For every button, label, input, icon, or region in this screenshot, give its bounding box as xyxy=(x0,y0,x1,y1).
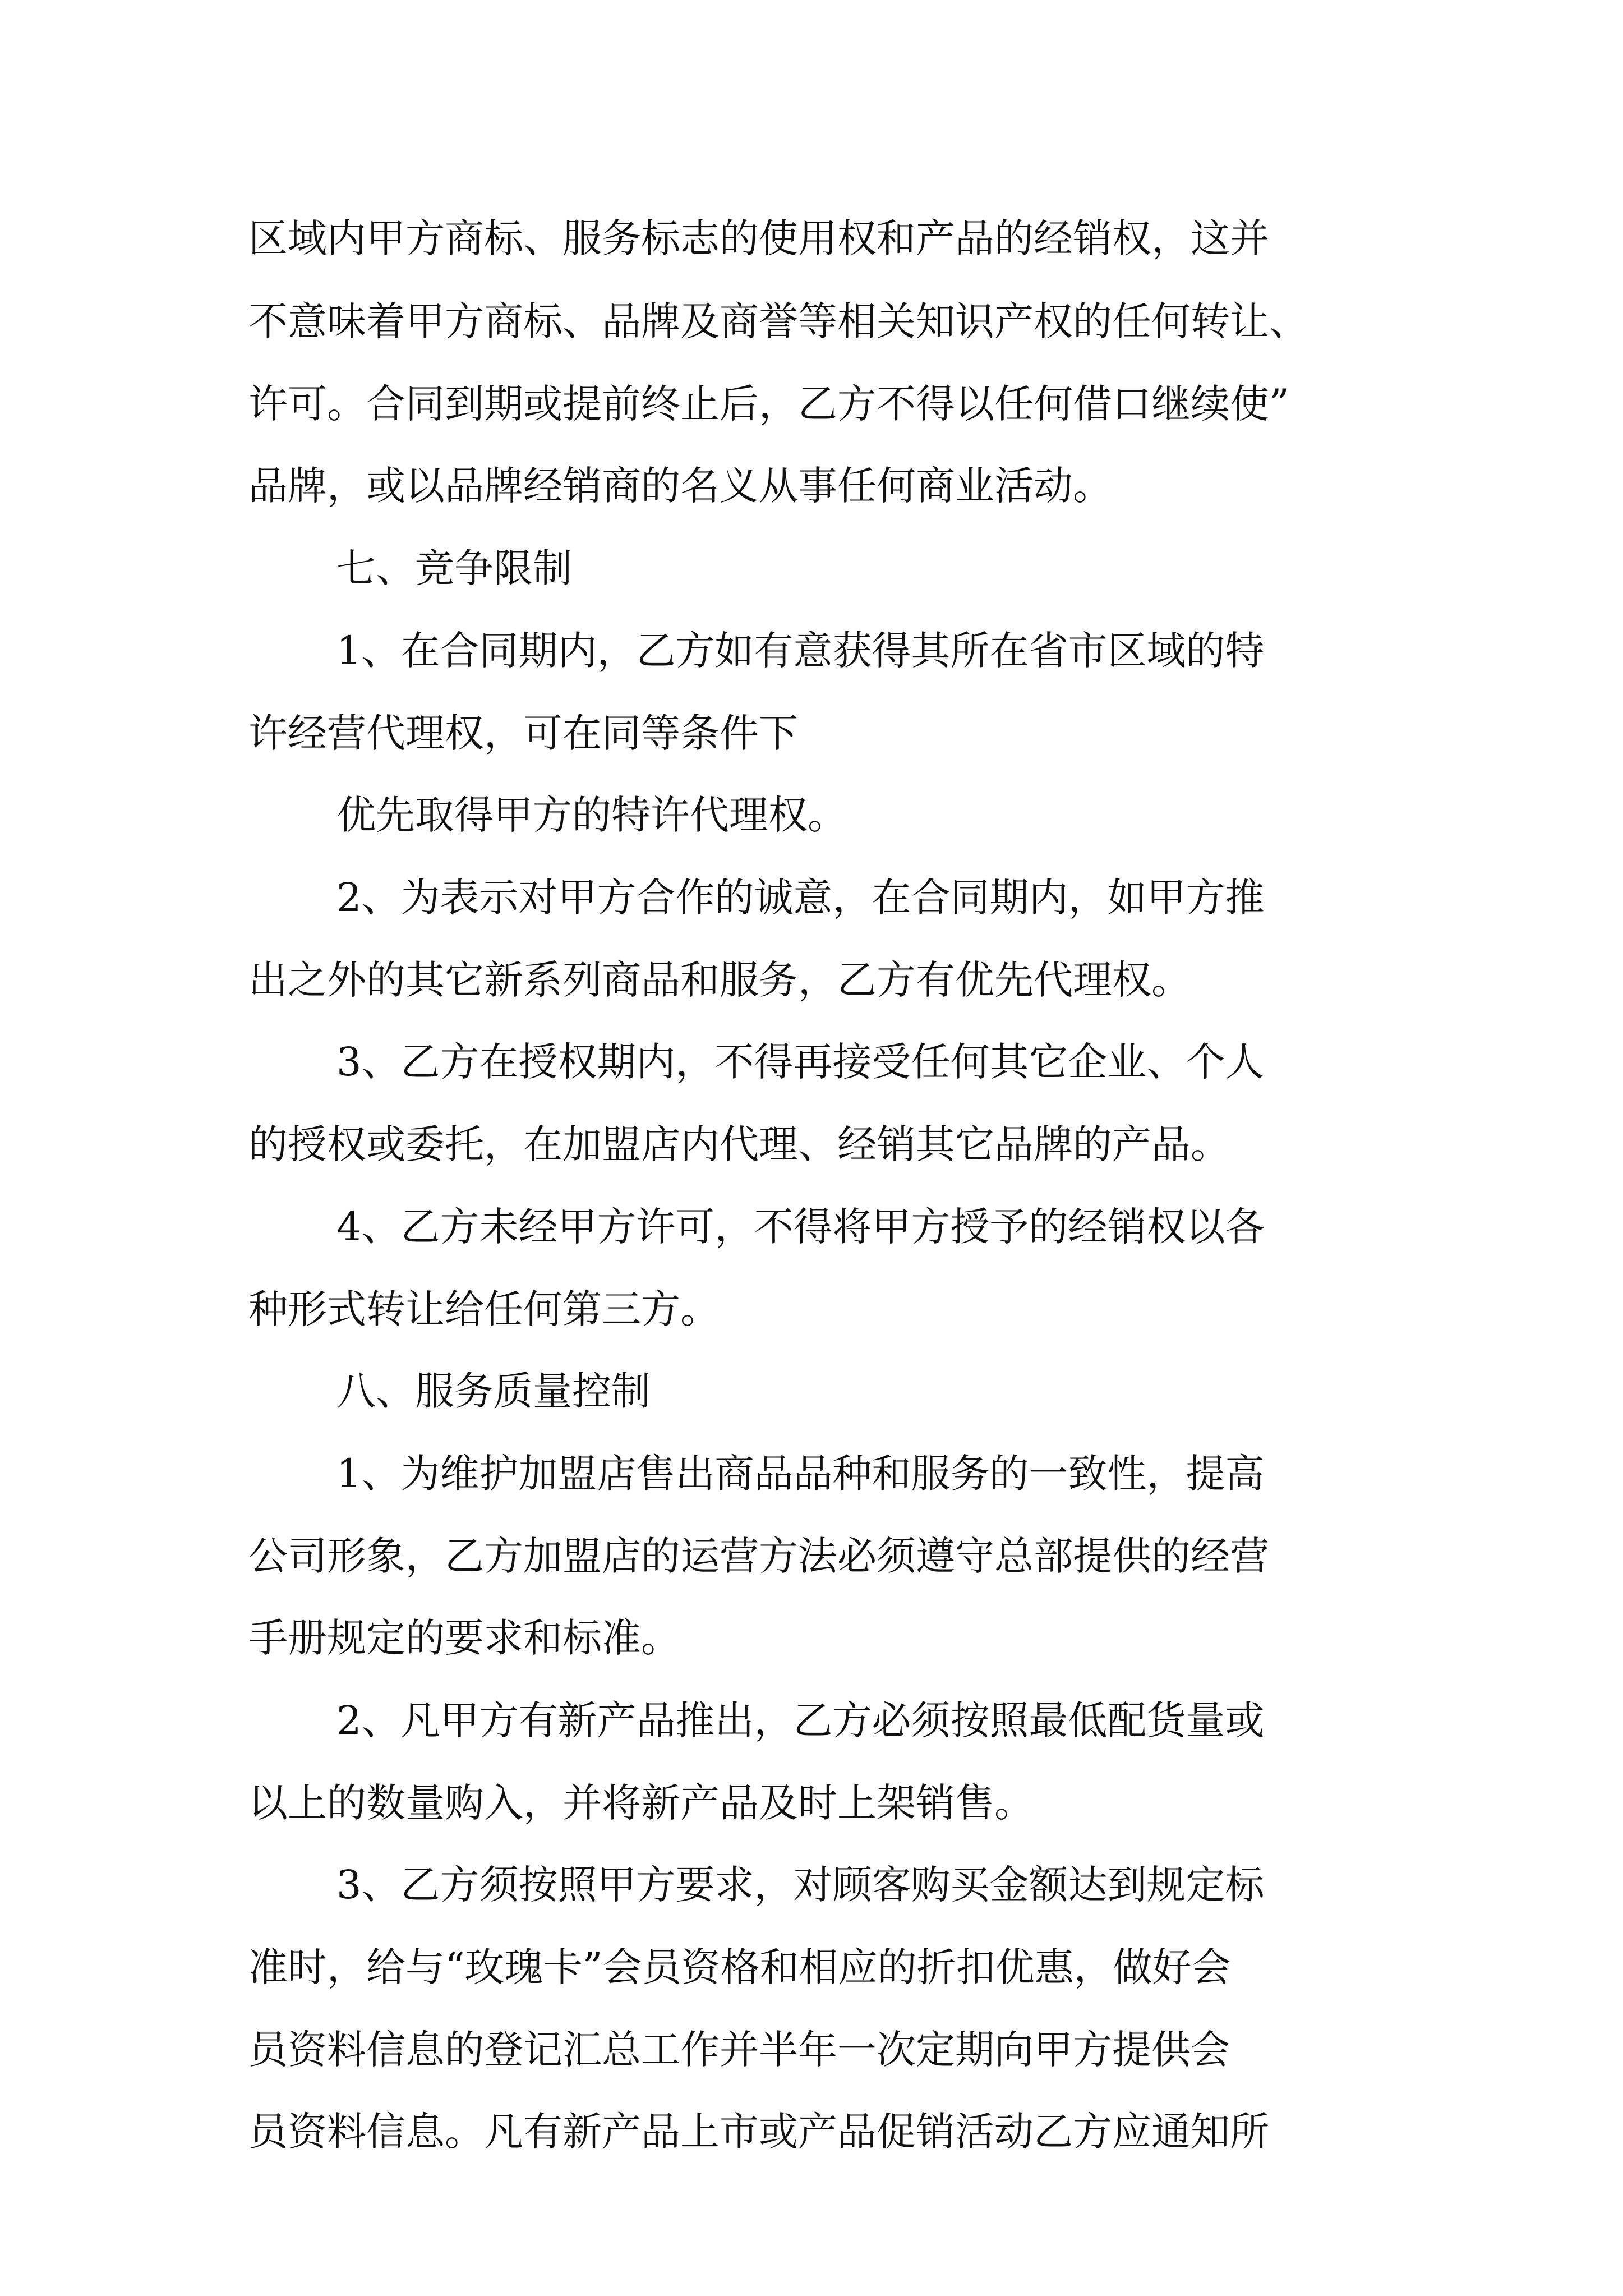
text-line: 许可。合同到期或提前终止后，乙方不得以任何借口继续使” xyxy=(248,381,1289,427)
text-line: 以上的数量购入，并将新产品及时上架销售。 xyxy=(248,1780,1034,1826)
text-line: 1、为维护加盟店售出商品品种和服务的一致性，提高 xyxy=(336,1451,1265,1497)
text-line: 3、乙方在授权期内，不得再接受任何其它企业、个人 xyxy=(336,1039,1265,1085)
text-line: 区域内甲方商标、服务标志的使用权和产品的经销权，这并 xyxy=(248,215,1269,261)
text-line: 公司形象，乙方加盟店的运营方法必须遵守总部提供的经营 xyxy=(248,1533,1269,1579)
text-line: 品牌，或以品牌经销商的名义从事任何商业活动。 xyxy=(248,463,1112,509)
text-line: 4、乙方未经甲方许可，不得将甲方授予的经销权以各 xyxy=(336,1204,1265,1250)
text-line: 准时，给与“玫瑰卡”会员资格和相应的折扣优惠，做好会 xyxy=(248,1944,1231,1990)
text-line: 不意味着甲方商标、品牌及商誉等相关知识产权的任何转让、 xyxy=(248,298,1308,344)
text-line: 1、在合同期内，乙方如有意获得其所在省市区域的特 xyxy=(336,628,1265,674)
text-line: 员资料信息的登记汇总工作并半年一次定期向甲方提供会 xyxy=(248,2027,1230,2073)
text-line: 许经营代理权，可在同等条件下 xyxy=(248,710,798,756)
text-line: 员资料信息。凡有新产品上市或产品促销活动乙方应通知所 xyxy=(248,2109,1269,2155)
text-line: 优先取得甲方的特许代理权。 xyxy=(336,792,847,838)
text-line: 2、为表示对甲方合作的诚意，在合同期内，如甲方推 xyxy=(336,875,1265,921)
text-line: 2、凡甲方有新产品推出，乙方必须按照最低配货量或 xyxy=(336,1697,1265,1743)
text-line: 种形式转让给任何第三方。 xyxy=(248,1286,720,1332)
text-line: 出之外的其它新系列商品和服务，乙方有优先代理权。 xyxy=(248,957,1191,1003)
text-line: 手册规定的要求和标准。 xyxy=(248,1615,680,1661)
text-line: 的授权或委托，在加盟店内代理、经销其它品牌的产品。 xyxy=(248,1121,1230,1167)
text-line: 3、乙方须按照甲方要求，对顾客购买金额达到规定标 xyxy=(336,1862,1265,1908)
section-heading: 八、服务质量控制 xyxy=(336,1368,651,1414)
section-heading: 七、竞争限制 xyxy=(336,545,572,591)
